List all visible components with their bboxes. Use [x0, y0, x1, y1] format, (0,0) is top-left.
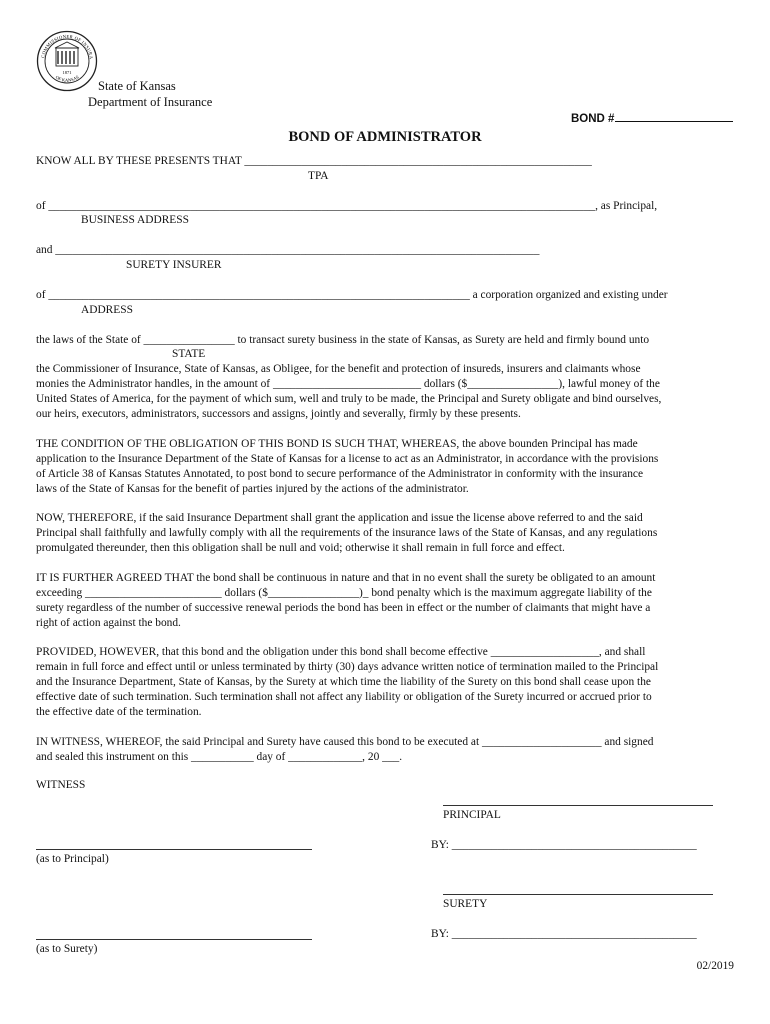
surety-signature-line[interactable]	[443, 894, 713, 895]
tpa-label: TPA	[308, 170, 329, 182]
state-line[interactable]: the laws of the State of ________________ to transact surety business in the state of Kansas, as Surety are held and firmly bound unto	[36, 334, 650, 346]
text-line: laws of the State of Kansas for the benefit of parties injured by the actions of the administrator.	[36, 482, 469, 495]
text-line: effective date of such termination. Such termination shall not affect any liability or obligation of the Surety incurred or accrued prior to	[36, 690, 652, 703]
text-line: IN WITNESS, WHEREOF, the said Principal and Surety have caused this bond to be executed at _____________________ and signed	[36, 736, 654, 748]
bond-number-line	[615, 110, 733, 122]
know-all-line[interactable]: KNOW ALL BY THESE PRESENTS THAT _____________________________________________________________	[36, 155, 592, 167]
state-label: STATE	[172, 348, 206, 360]
text-line: the Commissioner of Insurance, State of Kansas, as Obligee, for the benefit and protection of insureds, insurers and claimants whose	[36, 363, 641, 375]
text-line: and the Insurance Department, State of Kansas, by the Surety at which time the liability of the Surety on this bond shall cease upon the	[36, 675, 651, 688]
text-line: remain in full force and effect until or unless terminated by thirty (30) days advance written notice of termination mailed to the Principal	[36, 660, 659, 673]
department-seal	[36, 30, 98, 92]
text-line: application to the Insurance Department of the State of Kansas for a license to act as an Administrator, in accordance with the provisions	[36, 452, 659, 465]
principal-witness-signature-line[interactable]	[36, 849, 312, 850]
text-line: surety regardless of the number of successive renewal periods the bond has been in effect or the number of claimants that might have a	[36, 601, 651, 614]
text-line: NOW, THEREFORE, if the said Insurance Department shall grant the application and issue the license above referred to and the said	[36, 512, 643, 524]
svg-text:OF KANSAS: OF KANSAS	[54, 74, 80, 83]
text-line: and sealed this instrument on this ___________ day of _____________, 20 ___.	[36, 750, 403, 763]
text-line: IT IS FURTHER AGREED THAT the bond shall be continuous in nature and that in no event shall the surety be obligated to an amount	[36, 572, 656, 584]
text-line: exceeding ________________________ dollars ($________________)_ bond penalty which is the maximum aggregate liability of the	[36, 586, 652, 599]
witness-label: WITNESS	[36, 779, 86, 791]
text-line: United States of America, for the payment of which sum, well and truly to be made, the Principal and Surety obligate and bind ourselves,	[36, 392, 662, 405]
text-line: our heirs, executors, administrators, successors and assigns, jointly and severally, firmly by these presents.	[36, 407, 521, 420]
text-line: Principal shall faithfully and lawfully comply with all the requirements of the insurance laws of the State of Kansas, and any regulations	[36, 526, 658, 539]
svg-text:1871: 1871	[62, 70, 72, 75]
as-to-principal-label: (as to Principal)	[36, 853, 109, 865]
bond-number-label: BOND #	[571, 113, 615, 125]
address-label: ADDRESS	[81, 304, 133, 316]
business-address-label: BUSINESS ADDRESS	[81, 214, 189, 226]
paragraph-obligee	[36, 362, 734, 422]
surety-witness-signature-line[interactable]	[36, 939, 312, 940]
text-line: of Article 38 of Kansas Statutes Annotated, to post bond to secure performance of the Administrator in conformity with the insurance	[36, 467, 644, 480]
surety-line[interactable]: and _____________________________________________________________________________________	[36, 244, 540, 256]
agency-state: State of Kansas	[98, 79, 176, 93]
surety-insurer-label: SURETY INSURER	[126, 259, 222, 271]
surety-by-line[interactable]: BY: ___________________________________________	[431, 928, 697, 940]
principal-label: PRINCIPAL	[443, 809, 501, 821]
paragraph-therefore	[36, 511, 734, 556]
text-line: PROVIDED, HOWEVER, that this bond and the obligation under this bond shall become effective ___________________, and shall	[36, 646, 646, 658]
text-line: the effective date of the termination.	[36, 705, 202, 718]
svg-text:COMMISSIONER OF INSURANCE: COMMISSIONER OF INSURA	[40, 33, 94, 60]
principal-by-line[interactable]: BY: ___________________________________________	[431, 839, 697, 851]
principal-signature-line[interactable]	[443, 805, 713, 806]
paragraph-provided	[36, 645, 734, 720]
agency-department: Department of Insurance	[88, 95, 213, 109]
paragraph-further-agreed	[36, 571, 734, 631]
principal-address-line[interactable]: of ________________________________________________________________________________________________, as Principal,	[36, 200, 658, 212]
page-title: BOND OF ADMINISTRATOR	[288, 129, 482, 145]
bond-number-field[interactable]	[571, 110, 733, 125]
as-to-surety-label: (as to Surety)	[36, 943, 98, 955]
text-line: right of action against the bond.	[36, 616, 181, 629]
surety-label: SURETY	[443, 898, 488, 910]
form-date: 02/2019	[696, 960, 734, 972]
paragraph-witness	[36, 735, 734, 765]
text-line: promulgated thereunder, then this obligation shall be null and void; otherwise it shall remain in full force and effect.	[36, 541, 565, 554]
text-line: monies the Administrator handles, in the amount of __________________________ dollars ($________________), lawful money of the	[36, 377, 660, 390]
text-line: THE CONDITION OF THE OBLIGATION OF THIS BOND IS SUCH THAT, WHEREAS, the above bounden Principal has made	[36, 438, 638, 450]
surety-address-line[interactable]: of __________________________________________________________________________ a corporation organized and existing under	[36, 289, 668, 301]
paragraph-condition	[36, 437, 734, 497]
